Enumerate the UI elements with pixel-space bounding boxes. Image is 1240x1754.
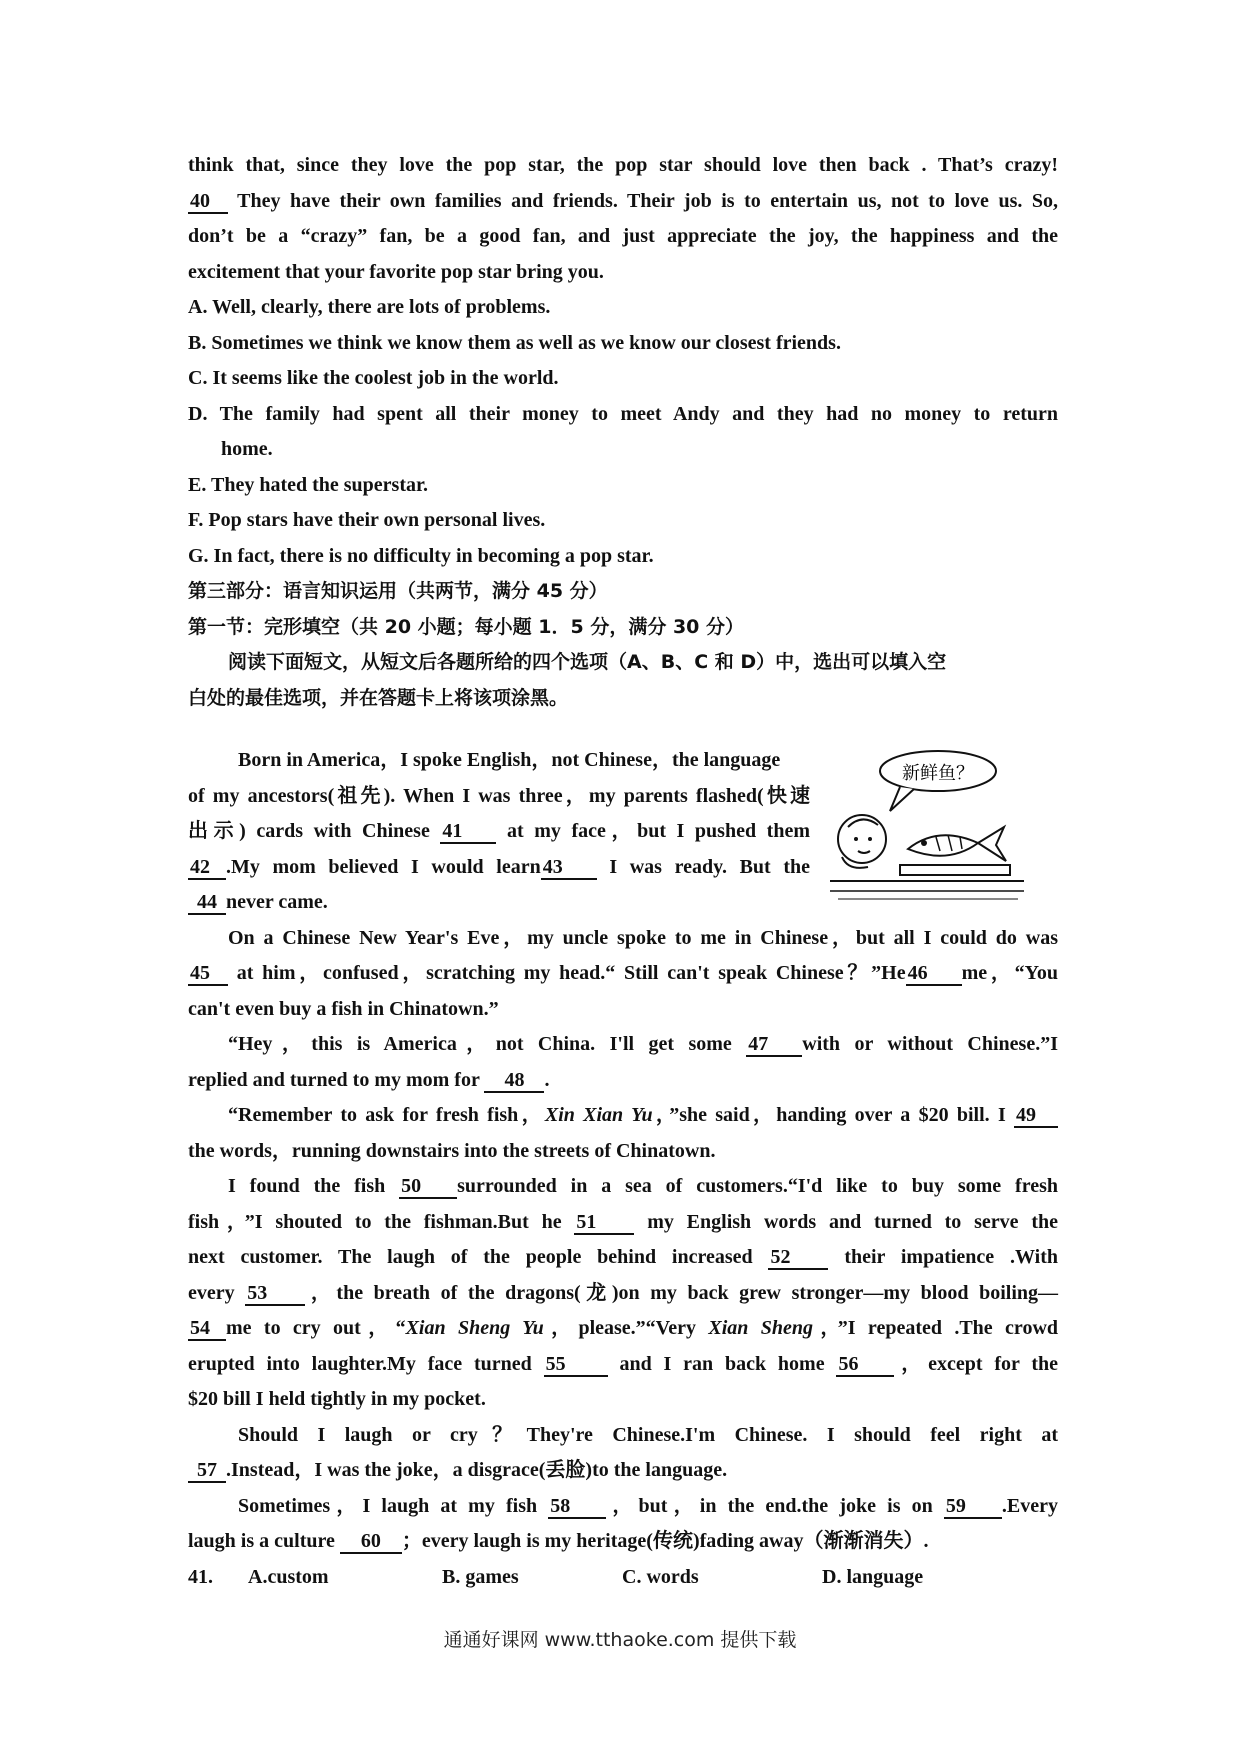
blank-41: 41: [440, 820, 496, 844]
option-b: B. Sometimes we think we know them as well as we know our closest friends.: [188, 331, 841, 354]
blank-56: 56: [836, 1353, 894, 1377]
cloze-line: Sometimes，I laugh at my fish 58 ，but，in the end.the joke is on 59 .Every: [238, 1494, 1058, 1517]
page-footer: 通通好课网 www.tthaoke.com 提供下载: [443, 1629, 797, 1651]
cloze-line: of my ancestors(祖先). When I was three，my parents flashed(快速: [188, 784, 810, 807]
blank-50: 50: [399, 1175, 457, 1199]
cloze-line: $20 bill I held tightly in my pocket.: [188, 1388, 486, 1410]
blank-45: 45: [188, 962, 228, 986]
choice-d: D. language: [822, 1565, 924, 1588]
blank-40: 40: [188, 190, 228, 214]
option-d-cont: home.: [221, 438, 273, 460]
blank-51: 51: [574, 1211, 634, 1235]
blank-54: 54: [188, 1317, 226, 1341]
cloze-passage: [188, 743, 1058, 1595]
cloze-line: 45 at him，confused，scratching my head.“ Still can't speak Chinese？”He 46 me，“You: [190, 962, 1058, 984]
cloze-line: 57 .Instead，I was the joke，a disgrace(丢脸)to the language.: [188, 1453, 1058, 1489]
blank-42: 42: [188, 856, 226, 880]
cloze-line: I found the fish 50 surrounded in a sea of customers.“I'd like to buy some fresh: [228, 1175, 1058, 1197]
cloze-line: “Hey，this is America，not China. I'll get some 47 with or without Chinese.”I: [228, 1033, 1058, 1055]
blank-57: 57: [188, 1459, 226, 1483]
choice-b: B. games: [442, 1565, 519, 1588]
passage-line: excitement that your favorite pop star bring you.: [188, 260, 604, 283]
cloze-line: “Remember to ask for fresh fish，Xin Xian Yu，”she said，handing over a $20 bill. I 49: [188, 1098, 1058, 1134]
option-a: A. Well, clearly, there are lots of problems.: [188, 296, 551, 318]
cloze-line: On a Chinese New Year's Eve，my uncle spoke to me in Chinese，but all I could do was: [228, 926, 1058, 949]
instructions: 阅读下面短文，从短文后各题所给的四个选项（A、B、C 和 D）中，选出可以填入空: [228, 651, 947, 673]
blank-55: 55: [544, 1353, 608, 1377]
cloze-line: Born in America，I spoke English，not Chinese，the language: [238, 749, 781, 771]
option-c: C. It seems like the coolest job in the world.: [188, 367, 559, 389]
cloze-line: every 53 ，the breath of the dragons(龙)on my back grew stronger—my blood boiling—: [188, 1281, 1058, 1304]
option-f: F. Pop stars have their own personal lives.: [188, 509, 546, 531]
blank-52: 52: [768, 1246, 828, 1270]
cloze-line: 42 .My mom believed I would learn 43 I was ready. But the: [190, 855, 810, 878]
passage-line: 40 They have their own families and friends. Their job is to entertain us, not to love us. So,: [190, 189, 1058, 212]
instructions: 白处的最佳选项，并在答题卡上将该项涂黑。: [188, 686, 569, 709]
blank-43: 43: [541, 856, 597, 880]
cloze-line: Should I laugh or cry？They're Chinese.I'm Chinese. I should feel right at: [238, 1423, 1058, 1446]
section-title: 第三部分：语言知识运用（共两节，满分 45 分）: [188, 580, 608, 602]
blank-46: 46: [906, 962, 962, 986]
section-subtitle: 第一节：完形填空（共 20 小题；每小题 1．5 分，满分 30 分）: [188, 615, 745, 638]
cartoon-illustration: [828, 749, 1028, 909]
speech-bubble-text: 新鲜鱼？: [902, 763, 974, 784]
cloze-line: 54 me to cry out，“Xian Sheng Yu，please.”“Very Xian Sheng，”I repeated .The crowd: [190, 1317, 1059, 1339]
cloze-line: replied and turned to my mom for 48 .: [188, 1068, 550, 1091]
choice-a: A.custom: [248, 1565, 329, 1588]
cloze-line: erupted into laughter.My face turned 55 and I ran back home 56 ，except for the: [188, 1352, 1059, 1375]
option-g: G. In fact, there is no difficulty in becoming a pop star.: [188, 544, 654, 567]
blank-59: 59: [944, 1495, 1002, 1519]
option-d: D. The family had spent all their money to meet Andy and they had no money to return: [188, 402, 1058, 425]
question-41: [188, 1560, 1058, 1596]
cloze-line: 44 never came.: [188, 885, 1058, 921]
blank-58: 58: [548, 1495, 606, 1519]
option-e: E. They hated the superstar.: [188, 473, 429, 496]
blank-44: 44: [188, 891, 226, 915]
blank-53: 53: [245, 1282, 305, 1306]
passage-line: don’t be a “crazy” fan, be a good fan, and just appreciate the joy, the happiness and the: [188, 225, 1058, 247]
blank-60: 60: [340, 1530, 402, 1554]
blank-47: 47: [746, 1033, 802, 1057]
passage-line: think that, since they love the pop star, the pop star should love then back . That’s crazy!: [188, 154, 1058, 176]
cloze-line: the words，running downstairs into the streets of Chinatown.: [188, 1139, 716, 1162]
choice-c: C. words: [622, 1565, 699, 1588]
cloze-line: fish，”I shouted to the fishman.But he 51 my English words and turned to serve the: [188, 1210, 1058, 1233]
cloze-line: next customer. The laugh of the people behind increased 52 their impatience .With: [188, 1246, 1058, 1268]
question-number: 41.: [188, 1565, 213, 1588]
cloze-line: can't even buy a fish in Chinatown.”: [188, 997, 499, 1020]
cloze-line: 出示) cards with Chinese 41 at my face，but I pushed them: [188, 820, 810, 842]
blank-49: 49: [1014, 1104, 1058, 1128]
exam-page: [188, 148, 1058, 1595]
blank-48: 48: [484, 1069, 544, 1093]
cloze-line: laugh is a culture 60 ；every laugh is my heritage(传统)fading away（渐渐消失）.: [188, 1530, 929, 1552]
